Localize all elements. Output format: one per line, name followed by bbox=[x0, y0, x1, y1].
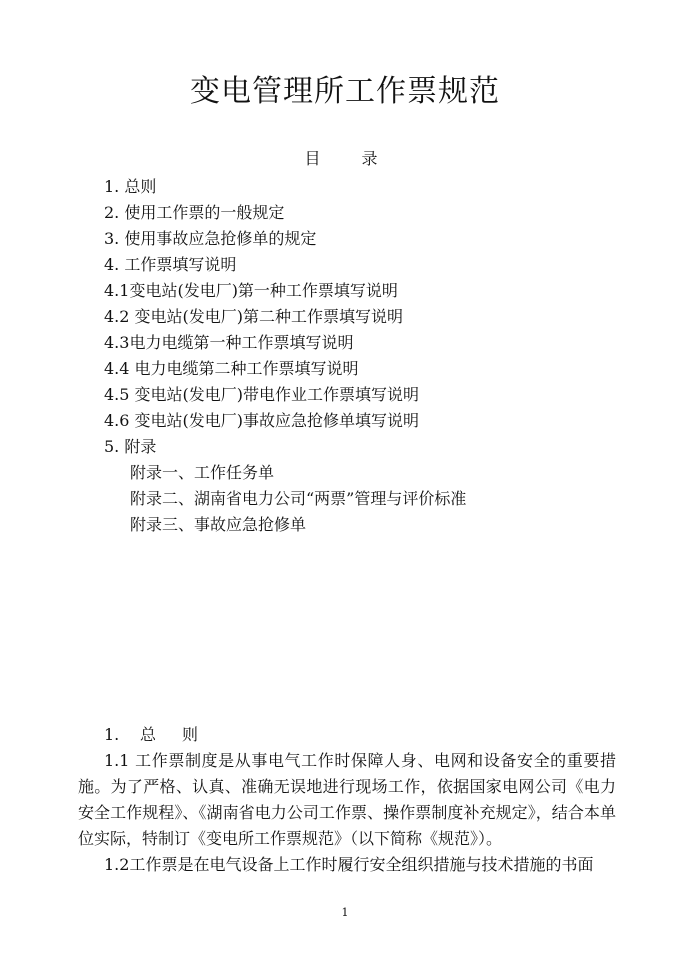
toc-entry: 4. 工作票填写说明 bbox=[104, 255, 237, 274]
toc-entry: 4.6 变电站(发电厂)事故应急抢修单填写说明 bbox=[104, 411, 420, 430]
toc-entry: 4.4 电力电缆第二种工作票填写说明 bbox=[104, 359, 359, 378]
document-title: 变电管理所工作票规范 bbox=[190, 74, 500, 109]
toc-entry: 4.2 变电站(发电厂)第二种工作票填写说明 bbox=[104, 307, 404, 326]
section-body bbox=[78, 748, 616, 878]
toc-entry: 附录二、湖南省电力公司“两票”管理与评价标准 bbox=[130, 489, 467, 508]
section-heading bbox=[104, 722, 224, 748]
toc-entry: 3. 使用事故应急抢修单的规定 bbox=[104, 229, 317, 248]
section-number: 1. bbox=[104, 725, 120, 744]
toc-entry: 附录三、事故应急抢修单 bbox=[130, 515, 307, 534]
paragraph: 1.1 工作票制度是从事电气工作时保障人身、电网和设备安全的重要措施。为了严格、认真、准确无误地进行现场工作，依据国家电网公司《电力安全工作规程》、《湖南省电力公司工作票、操作票制度补充规定》，结合本单位实际，特制订《变电所工作票规范》（以下简称《规范》）。 bbox=[78, 751, 616, 848]
section-title: 总则 bbox=[140, 725, 225, 744]
paragraph: 1.2工作票是在电气设备上工作时履行安全组织措施与技术措施的书面 bbox=[104, 855, 594, 874]
table-of-contents bbox=[104, 174, 466, 538]
page-number: 1 bbox=[341, 906, 349, 919]
toc-entry: 附录一、工作任务单 bbox=[130, 463, 275, 482]
toc-heading: 目 录 bbox=[304, 149, 396, 168]
toc-entry: 1. 总则 bbox=[104, 177, 157, 196]
toc-entry: 4.3电力电缆第一种工作票填写说明 bbox=[104, 333, 354, 352]
toc-entry: 4.1变电站(发电厂)第一种工作票填写说明 bbox=[104, 281, 398, 300]
toc-entry: 4.5 变电站(发电厂)带电作业工作票填写说明 bbox=[104, 385, 420, 404]
toc-entry: 2. 使用工作票的一般规定 bbox=[104, 203, 285, 222]
toc-entry: 5. 附录 bbox=[104, 437, 157, 456]
